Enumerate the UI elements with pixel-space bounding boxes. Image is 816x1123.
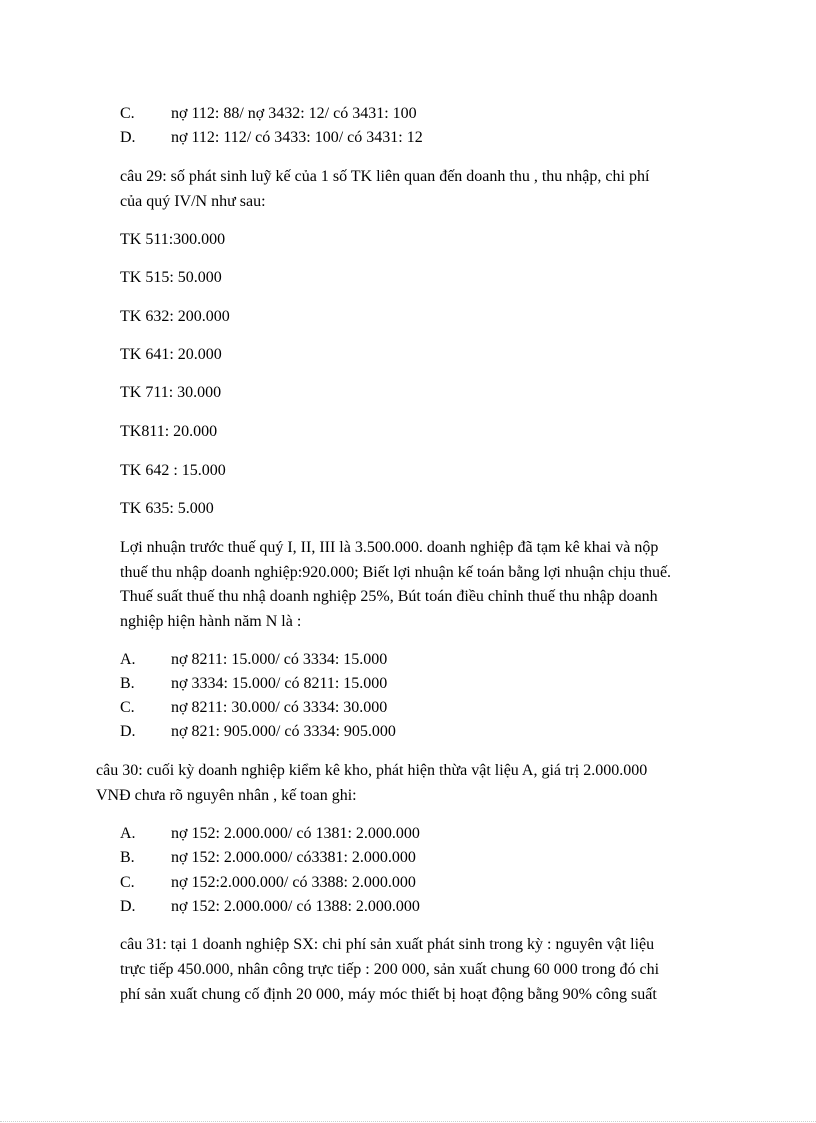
account-line: TK 632: 200.000: [120, 308, 230, 325]
option-text: nợ 152: 2.000.000/ có 1381: 2.000.000: [171, 825, 420, 842]
option-letter: A.: [120, 825, 136, 842]
account-line: TK 635: 5.000: [120, 500, 214, 517]
page-bottom-divider: [0, 1121, 816, 1122]
q29-body-line-1: Lợi nhuận trước thuế quý I, II, III là 3.500.000. doanh nghiệp đã tạm kê khai và nộp: [120, 539, 659, 556]
q31-line-3: phí sản xuất chung cố định 20 000, máy móc thiết bị hoạt động bằng 90% công suất: [120, 986, 657, 1003]
q29-line-1: câu 29: số phát sinh luỹ kế của 1 số TK liên quan đến doanh thu , thu nhập, chi phí: [120, 168, 650, 185]
option-text: nợ 152: 2.000.000/ có 1388: 2.000.000: [171, 898, 420, 915]
option-text: nợ 152:2.000.000/ có 3388: 2.000.000: [171, 874, 416, 891]
option-text: nợ 821: 905.000/ có 3334: 905.000: [171, 723, 396, 740]
option-letter: C.: [120, 699, 135, 716]
account-line: TK811: 20.000: [120, 423, 218, 440]
option-letter: C.: [120, 874, 135, 891]
account-line: TK 642 : 15.000: [120, 462, 226, 479]
option-letter: B.: [120, 849, 135, 866]
option-letter: D.: [120, 723, 136, 740]
option-letter: D.: [120, 898, 136, 915]
option-text: nợ 8211: 30.000/ có 3334: 30.000: [171, 699, 388, 716]
account-line: TK 711: 30.000: [120, 384, 222, 401]
option-letter: A.: [120, 651, 136, 668]
q30-line-2: VNĐ chưa rõ nguyên nhân , kế toan ghi:: [96, 787, 357, 804]
option-text: nợ 112: 112/ có 3433: 100/ có 3431: 12: [171, 129, 423, 146]
option-text: nợ 152: 2.000.000/ có3381: 2.000.000: [171, 849, 416, 866]
q29-body-line-3: Thuế suất thuế thu nhậ doanh nghiệp 25%, Bút toán điều chỉnh thuế thu nhập doanh: [120, 588, 658, 605]
option-letter: C.: [120, 105, 135, 122]
q29-body-line-4: nghiệp hiện hành năm N là :: [120, 613, 302, 630]
option-letter: B.: [120, 675, 135, 692]
option-text: nợ 3334: 15.000/ có 8211: 15.000: [171, 675, 388, 692]
option-text: nợ 8211: 15.000/ có 3334: 15.000: [171, 651, 388, 668]
option-letter: D.: [120, 129, 136, 146]
account-line: TK 641: 20.000: [120, 346, 222, 363]
q29-body-line-2: thuế thu nhập doanh nghiệp:920.000; Biết lợi nhuận kế toán bằng lợi nhuận chịu thuế.: [120, 564, 672, 581]
q31-line-1: câu 31: tại 1 doanh nghiệp SX: chi phí sản xuất phát sinh trong kỳ : nguyên vật liệu: [120, 936, 655, 953]
q30-line-1: câu 30: cuối kỳ doanh nghiệp kiểm kê kho, phát hiện thừa vật liệu A, giá trị 2.000.000: [96, 762, 648, 779]
q31-line-2: trực tiếp 450.000, nhân công trực tiếp : 200 000, sản xuất chung 60 000 trong đó chi: [120, 961, 660, 978]
q29-line-2: của quý IV/N như sau:: [120, 193, 266, 210]
option-text: nợ 112: 88/ nợ 3432: 12/ có 3431: 100: [171, 105, 417, 122]
account-line: TK 515: 50.000: [120, 269, 222, 286]
account-line: TK 511:300.000: [120, 231, 226, 248]
